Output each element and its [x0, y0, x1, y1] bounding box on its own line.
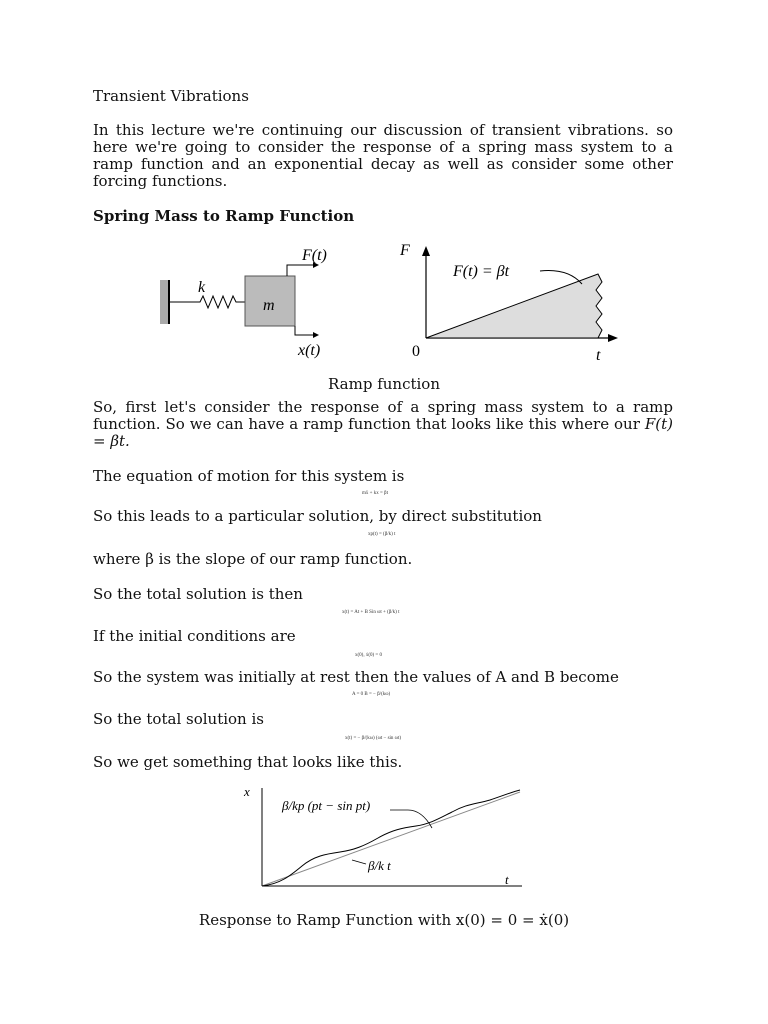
- x-axis-head: [608, 334, 618, 342]
- equation-motion: mẍ + kx = βt: [362, 491, 388, 496]
- displacement-arrow-head: [313, 332, 319, 338]
- mass-label: m: [263, 297, 275, 314]
- section-heading: Spring Mass to Ramp Function: [93, 207, 355, 225]
- initial-conditions-equation: x(0), ẋ(0) = 0: [355, 653, 382, 658]
- initial-conditions-intro: If the initial conditions are: [93, 627, 296, 645]
- looks-intro: So we get something that looks like this.: [93, 753, 403, 771]
- paragraph-ramp-text: So, first let's consider the response of a spring mass system to a ramp function. So we can have a ramp function that looks like this where our: [93, 398, 673, 433]
- paragraph-ramp-math: F(t) = βt.: [93, 415, 673, 450]
- equation-motion-intro: The equation of motion for this system is: [93, 467, 405, 485]
- page-title: Transient Vibrations: [93, 87, 249, 105]
- force-arrow: [287, 265, 313, 276]
- fig2-line-label: β/k t: [368, 858, 391, 873]
- total-solution2-equation: x(t) = − β/(kω) (ωt − sin ωt): [345, 736, 402, 741]
- ab-equation: A = 0 B = − β/(kω): [352, 692, 391, 697]
- fig2-line-leader: [352, 860, 366, 864]
- ramp-label: F(t) = βt: [453, 263, 510, 280]
- wall-hatch: [160, 280, 169, 324]
- particular-intro: So this leads to a particular solution, by direct substitution: [93, 507, 542, 525]
- particular-equation: xp(t) = (β/k) t: [368, 532, 396, 537]
- ramp-area: [426, 274, 602, 338]
- total-solution-intro: So the total solution is then: [93, 585, 303, 603]
- ramp-function-figure: [150, 238, 620, 368]
- origin-label: 0: [412, 343, 420, 360]
- response-figure: [240, 780, 530, 892]
- y-axis-head: [422, 246, 430, 256]
- slope-note: where β is the slope of our ramp function.: [93, 550, 413, 568]
- figure2-caption: Response to Ramp Function with x(0) = 0 = ẋ(0): [198, 911, 570, 929]
- fig2-curve-label: β/kp (pt − sin pt): [282, 798, 371, 813]
- fig2-curve-leader: [390, 810, 432, 828]
- paragraph-ramp: [93, 399, 673, 450]
- displacement-label: x(t): [298, 342, 321, 359]
- figure1-caption: Ramp function: [328, 375, 440, 393]
- total-solution2-intro: So the total solution is: [93, 710, 264, 728]
- total-solution-equation: x(t) = At + B Sin ωt + (β/k) t: [342, 610, 400, 615]
- axis-y-label: F: [400, 242, 410, 259]
- rest-intro: So the system was initially at rest then the values of A and B become: [93, 668, 619, 686]
- axis-x-label: t: [596, 347, 601, 364]
- fig2-axis-x-label: t: [505, 872, 509, 887]
- displacement-arrow: [295, 326, 313, 335]
- intro-paragraph: In this lecture we're continuing our discussion of transient vibrations. so here we're going to consider the response of a spring mass system to a ramp function and an exponential decay as well as consider some other forcing functions.: [93, 121, 673, 190]
- spring: [169, 296, 245, 308]
- fig2-axis-y-label: x: [244, 784, 250, 799]
- spring-label: k: [198, 279, 206, 296]
- force-label: F(t): [302, 247, 327, 264]
